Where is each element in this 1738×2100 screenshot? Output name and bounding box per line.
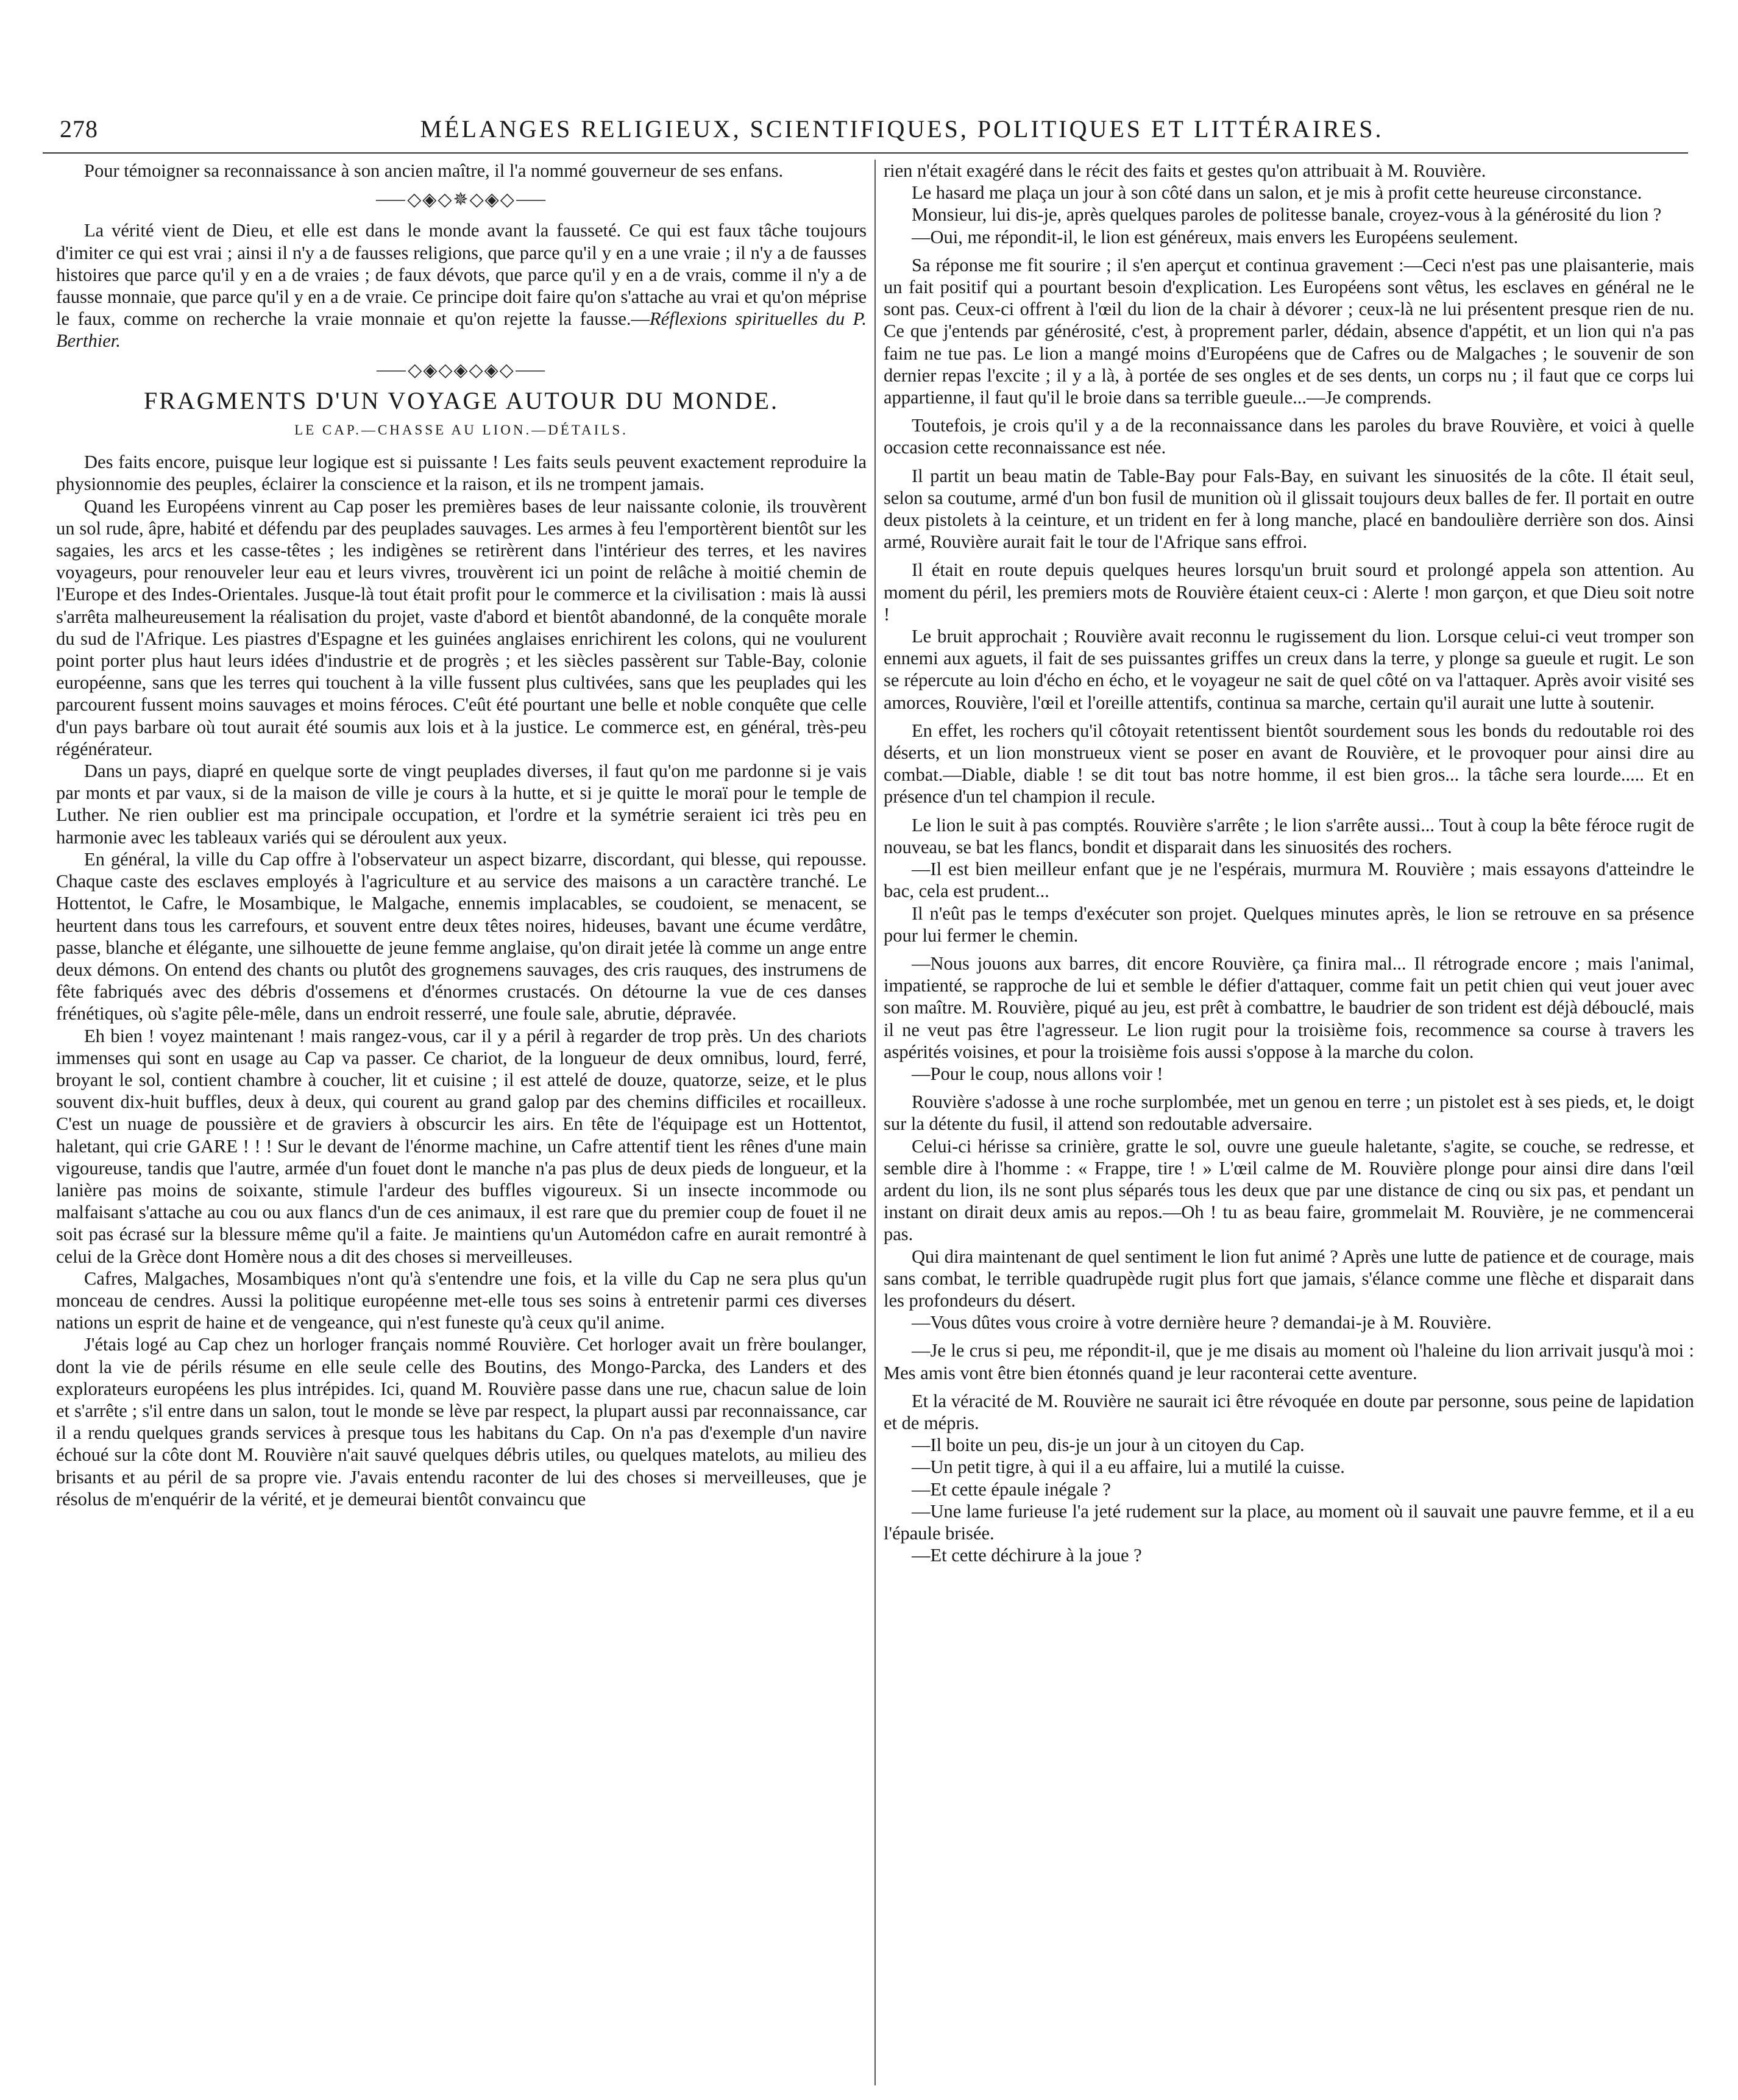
paragraph: —Il est bien meilleur enfant que je ne l'espérais, murmura M. Rouvière ; mais essayons d'atteindre le bac, cela est prudent... <box>884 859 1694 902</box>
paragraph: En général, la ville du Cap offre à l'observateur un aspect bizarre, discordant, qui blesse, qui repousse. Chaque caste des esclaves employés à l'agriculture et au service des maisons a un caractère tranché. Le Hottentot, le Cafre, le Mosambique, le Malgache, ennemis implacables, se coudoient, se menacent, se heurtent dans tous les carrefours, et souvent entre deux têtes noires, hideuses, bavant une écume verdâtre, passe, blanche et élégante, une silhouette de jeune femme anglaise, qu'on dirait jetée là comme un ange entre deux démons. On entend des chants ou plutôt des grognemens sauvages, des cris rauques, des instrumens de fête fabriqués avec des débris d'ossemens et d'énormes crustacés. On détourne la vue de ces danses frénétiques, où s'agite pêle-mêle, dans un endroit resserré, une foule sale, abrutie, dépravée. <box>56 848 867 1024</box>
article-title: FRAGMENTS D'UN VOYAGE AUTOUR DU MONDE. <box>143 386 779 414</box>
column-separator <box>874 160 876 2085</box>
paragraph: —Nous jouons aux barres, dit encore Rouvière, ça finira mal... Il rétrograde encore ; mais l'animal, impatienté, se rapproche de lui et semble le défier d'attaquer, comme fait un petit chien qui veut jouer avec son maître. M. Rouvière, piqué au jeu, est prêt à combattre, le baudrier de son trident est déjà débouclé, mais il ne veut pas être l'agresseur. Le lion rugit pour la troisième fois, recommence sa course à travers les aspérités voisines, et pour la troisième fois aussi s'oppose à la marche du colon. <box>884 952 1694 1062</box>
paragraph: Il n'eût pas le temps d'exécuter son projet. Quelques minutes après, le lion se retrouve en sa présence pour lui fermer le chemin. <box>884 903 1694 946</box>
header-rule <box>43 152 1688 154</box>
paragraph: —Et cette déchirure à la joue ? <box>912 1545 1142 1566</box>
paragraph: Rouvière s'adosse à une roche surplombée, met un genou en terre ; un pistolet est à ses pieds, et, le doigt sur la détente du fusil, il attend son redoutable adversaire. <box>884 1091 1694 1135</box>
ornament-divider: ⸺◇◈◇◈◇◈◇⸺ <box>375 360 547 380</box>
left-column <box>56 160 867 2091</box>
paragraph: —Pour le coup, nous allons voir ! <box>912 1063 1163 1084</box>
page-number: 278 <box>60 115 98 143</box>
paragraph: En effet, les rochers qu'il côtoyait retentissent bientôt sourdement sous les bonds du redoutable roi des déserts, et un lion monstrueux vient se poser en avant de Rouvière, et le provoquer pour ainsi dire au combat.—Diable, diable ! se dit tout bas notre homme, il est bien gros... la tâche sera lourde..... Et en présence d'un tel champion il recule. <box>884 720 1694 807</box>
paragraph: rien n'était exagéré dans le récit des faits et gestes qu'on attribuait à M. Rouvière. <box>884 160 1486 181</box>
paragraph: —Un petit tigre, à qui il a eu affaire, lui a mutilé la cuisse. <box>912 1456 1345 1478</box>
paragraph: Le hasard me plaça un jour à son côté dans un salon, et je mis à profit cette heureuse circonstance. <box>912 182 1642 204</box>
paragraph: —Et cette épaule inégale ? <box>912 1478 1111 1500</box>
paragraph: —Une lame furieuse l'a jeté rudement sur la place, au moment où il sauvait une pauvre femme, et il a eu l'épaule brisée. <box>884 1500 1694 1544</box>
paragraph: Quand les Européens vinrent au Cap poser les premières bases de leur naissante colonie, ils trouvèrent un sol rude, âpre, habité et défendu par des peuplades sauvages. Les armes à feu l'emportèrent bientôt sur les sagaies, les arcs et les casse-têtes ; les indigènes se retirèrent dans l'intérieur des terres, et les navires voyageurs, pour renouveler leur eau et leurs vivres, trouvèrent ici un point de relâche à moitié chemin de l'Europe et des Indes-Orientales. Jusque-là tout était profit pour le commerce et la civilisation : mais là aussi s'arrêta malheureusement la réalisation du projet, vaste d'abord et bientôt abandonné, de la conquête morale du sud de l'Afrique. Les piastres d'Espagne et les guinées anglaises enrichirent les colons, qui ne voulurent point porter plus haut leurs idées d'industrie et de progrès ; et les siècles passèrent sur Table-Bay, colonie européenne, sans que les terres qui touchent à la ville fussent plus cultivées, sans que les peuplades qui les parcourent fussent moins sauvages et moins féroces. C'eût été pourtant une belle et noble conquête que celle d'un pays barbare où tout aurait été soumis aux lois et à la justice. Le commerce est, en général, très-peu régénérateur. <box>56 495 867 759</box>
article-subtitle: LE CAP.—CHASSE AU LION.—DÉTAILS. <box>294 422 628 438</box>
quote-text: La vérité vient de Dieu, et elle est dans le monde avant la fausseté. Ce qui est faux tâche toujours d'imiter ce qui est vrai ; ainsi il n'y a de fausses religions, que parce qu'il y en a une vraie ; il n'y a de fausses histoires que parce qu'il y en a de vraies ; de faux dévots, que parce qu'il y en a de vrais, comme il n'y a de fausse monnaie, que parce qu'il y en a de vraie. Ce principe doit faire qu'on s'attache au vrai et qu'on méprise le faux, comme on recherche la vraie monnaie et qu'on rejette la fausse.— <box>56 220 867 330</box>
paragraph: Eh bien ! voyez maintenant ! mais rangez-vous, car il y a péril à regarder de trop près. Un des chariots immenses qui sont en usage au Cap va passer. Ce chariot, de la longueur de deux omnibus, lourd, ferré, broyant le sol, contient chambre à coucher, lit et cuisine ; il est attelé de douze, quatorze, seize, et le plus souvent dix-huit buffles, deux à deux, qui courent au grand galop par des chemins difficiles et rocailleux. C'est un nuage de poussière et de graviers à obscurcir les airs. En tête de l'équipage est un Hottentot, haletant, qui crie GARE ! ! ! Sur le devant de l'énorme machine, un Cafre attentif tient les rênes d'une main vigoureuse, tandis que l'autre, armée d'un fouet dont le manche n'a pas plus de deux pieds de longueur, et la lanière pas moins de soixante, stimule l'ardeur des buffles vigoureux. Si un insecte incommode ou malfaisant s'attache au cou ou aux flancs d'un de ces animaux, il est rare que du premier coup de fouet il ne soit pas écrasé sur la blessure même qu'il a faite. Je maintiens qu'un Automédon cafre en aurait remontré à celui de la Grèce dont Homère nous a dit des choses si merveilleuses. <box>56 1025 867 1267</box>
paragraph: —Oui, me répondit-il, le lion est généreux, mais envers les Européens seulement. <box>912 226 1519 247</box>
paragraph: —Vous dûtes vous croire à votre dernière heure ? demandai-je à M. Rouvière. <box>912 1312 1492 1333</box>
ornament-divider: ⸺◇◈◇✵◇◈◇⸺ <box>375 190 548 210</box>
paragraph: Le lion le suit à pas comptés. Rouvière s'arrête ; le lion s'arrête aussi... Tout à coup la bête féroce rugit de nouveau, se bat les flancs, bondit et disparait dans les sinuosités des rochers. <box>884 814 1694 857</box>
paragraph: Il partit un beau matin de Table-Bay pour Fals-Bay, en suivant les sinuosités de la côte. Il était seul, selon sa coutume, armé d'un bon fusil de munition où il glissait toujours deux balles de fer. Il portait en outre deux pistolets à la ceinture, et un trident en fer à long manche, placé en bandoulière derrière son dos. Ainsi armé, Rouvière aurait fait le tour de l'Afrique sans effroi. <box>884 465 1694 553</box>
paragraph: J'étais logé au Cap chez un horloger français nommé Rouvière. Cet horloger avait un frère boulanger, dont la vie de périls résume en elle seule celle des Boutins, des Mongo-Parcka, des Landers et des explorateurs européens les plus intrépides. Ici, quand M. Rouvière passe dans une rue, chacun salue de loin et s'arrête ; s'il entre dans un salon, tout le monde se lève par respect, la plupart aussi par reconnaissance, car il a rendu quelques grands services à presque tous les habitans du Cap. On n'a pas d'exemple d'un navire échoué sur la côte dont M. Rouvière n'ait sauvé quelques débris utiles, ou quelques matelots, au milieu des brisants et au péril de sa propre vie. J'avais entendu raconter de lui des choses si merveilleuses, que je résolus de m'enquérir de la vérité, et je demeurai bientôt convaincu que <box>56 1334 867 1509</box>
paragraph: Monsieur, lui dis-je, après quelques paroles de politesse banale, croyez-vous à la générosité du lion ? <box>912 204 1662 225</box>
paragraph: Il était en route depuis quelques heures lorsqu'un bruit sourd et prolongé appela son attention. Au moment du péril, les premiers mots de Rouvière étaient ceux-ci : Alerte ! mon garçon, et que Dieu soit notre ! <box>884 559 1694 625</box>
paragraph: Toutefois, je crois qu'il y a de la reconnaissance dans les paroles du brave Rouvière, et voici à quelle occasion cette reconnaissance est née. <box>884 415 1694 458</box>
paragraph: —Je le crus si peu, me répondit-il, que je me disais au moment où l'haleine du lion arrivait jusqu'à moi : Mes amis vont être bien étonnés quand je leur raconterai cette aventure. <box>884 1340 1694 1383</box>
paragraph: Celui-ci hérisse sa crinière, gratte le sol, ouvre une gueule haletante, s'agite, se couche, se redresse, et semble dire à l'homme : « Frappe, tire ! » L'œil calme de M. Rouvière plonge pour ainsi dire dans l'œil ardent du lion, ils ne sont plus séparés tous les deux que par une distance de cinq ou six pas, et pendant un instant on dirait deux amis au repos.—Oh ! tu as beau faire, grommelait M. Rouvière, je ne commencerai pas. <box>884 1135 1694 1245</box>
page-header <box>43 115 1688 151</box>
right-column <box>884 160 1694 2091</box>
paragraph: Et la véracité de M. Rouvière ne saurait ici être révoquée en doute par personne, sous peine de lapidation et de mépris. <box>884 1390 1694 1433</box>
paragraph: Des faits encore, puisque leur logique est si puissante ! Les faits seuls peuvent exactement reproduire la physionnomie des peuples, éclairer la conscience et la raison, et ils ne trompent jamais. <box>56 452 867 495</box>
paragraph: Sa réponse me fit sourire ; il s'en aperçut et continua gravement :—Ceci n'est pas une plaisanterie, mais un fait positif qui a pourtant besoin d'explication. Les Européens sont vêtus, les esclaves en général ne le sont pas. Ceux-ci offrent à l'œil du lion de la chair à dévorer ; ceux-là ne lui présentent presque rien de nu. Ce que j'entends par générosité, c'est, à proprement parler, dédain, absence d'appétit, et un lion qui n'a pas faim ne tue pas. Le lion a mangé moins d'Européens que de Cafres ou de Malgaches ; le souvenir de son dernier repas l'excite ; il y a là, à portée de ses ongles et de ses dents, un corps nu ; il faut que ce corps lui appartienne, il faut qu'il le broie dans sa terrible gueule...—Je comprends. <box>884 254 1694 408</box>
paragraph: Cafres, Malgaches, Mosambiques n'ont qu'à s'entendre une fois, et la ville du Cap ne sera plus qu'un monceau de cendres. Aussi la politique européenne met-elle tous ses soins à entretenir parmi ces diverses nations un esprit de haine et de vengeance, qui n'est funeste qu'à ceux qu'il anime. <box>56 1268 867 1333</box>
paragraph: Dans un pays, diapré en quelque sorte de vingt peuplades diverses, il faut qu'on me pardonne si je vais par monts et par vaux, si de la maison de ville je cours à la hutte, et si je quitte le moraï pour le temple de Luther. Ne rien oublier est ma principale occupation, et l'ordre et la symétrie seraient ici très peu en harmonie avec les tableaux variés qui se déroulent aux yeux. <box>56 761 867 848</box>
running-title: MÉLANGES RELIGIEUX, SCIENTIFIQUES, POLITIQUES ET LITTÉRAIRES. <box>420 115 1384 143</box>
paragraph: Le bruit approchait ; Rouvière avait reconnu le rugissement du lion. Lorsque celui-ci veut tromper son ennemi aux aguets, il fait de ses puissantes griffes un creux dans la terre, y plonge sa gueule et rugit. Le son se répercute au loin d'écho en écho, et le voyageur ne sait de quel côté on va l'attaquer. Après avoir visité ses amorces, Rouvière, l'œil et l'oreille attentifs, continua sa marche, certain qu'il aurait une lutte à soutenir. <box>884 626 1694 713</box>
paragraph <box>56 219 867 352</box>
paragraph: Pour témoigner sa reconnaissance à son ancien maître, il l'a nommé gouverneur de ses enfans. <box>84 160 784 181</box>
quote-attribution: Réflexions spirituelles du P. Berthier. <box>56 308 867 352</box>
paragraph: Qui dira maintenant de quel sentiment le lion fut animé ? Après une lutte de patience et de courage, mais sans combat, le terrible quadrupède rugit plus fort que jamais, s'élance comme une flèche et disparait dans les profondeurs du désert. <box>884 1246 1694 1311</box>
paragraph: —Il boite un peu, dis-je un jour à un citoyen du Cap. <box>912 1435 1305 1456</box>
